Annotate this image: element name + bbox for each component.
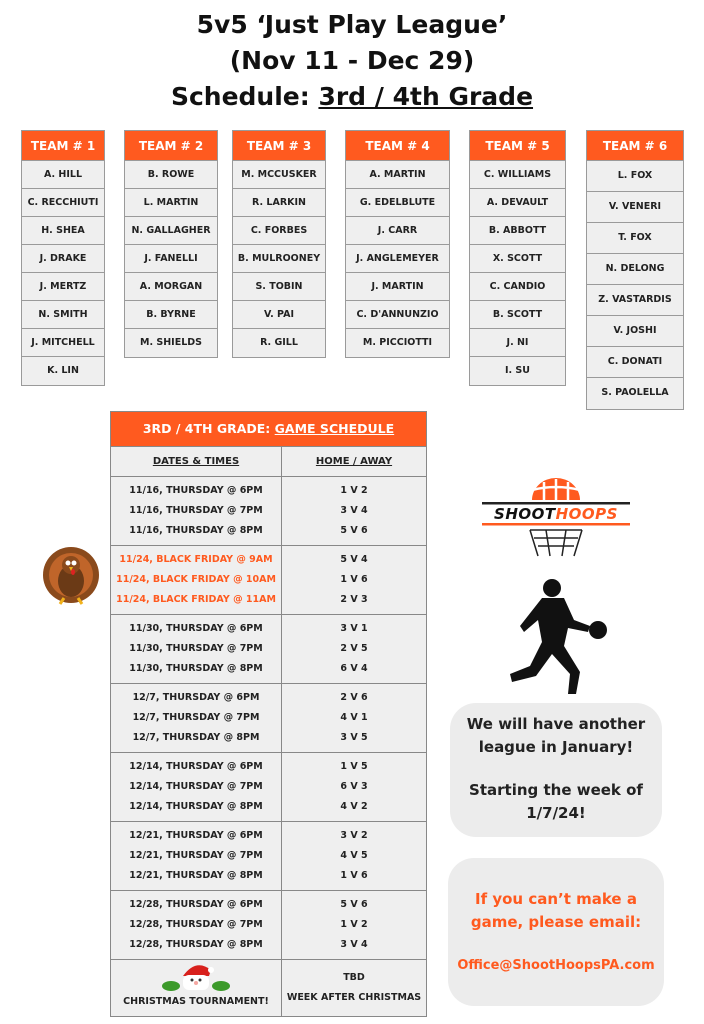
- game-matchup: 6 V 3: [340, 781, 368, 792]
- title-line-2: (Nov 11 - Dec 29): [229, 46, 475, 75]
- game-time: 11/24, BLACK FRIDAY @ 9AM: [119, 554, 273, 565]
- player-name: J. CARR: [346, 217, 449, 245]
- game-time: 11/30, THURSDAY @ 7PM: [129, 643, 263, 654]
- player-name: J. ANGLEMEYER: [346, 245, 449, 273]
- schedule-week-group: [111, 890, 426, 959]
- game-time: 11/16, THURSDAY @ 8PM: [129, 525, 263, 536]
- game-matchup: 5 V 4: [340, 554, 368, 565]
- game-matchup: 2 V 5: [340, 643, 368, 654]
- game-matchup: 1 V 6: [340, 870, 368, 881]
- game-time: 11/16, THURSDAY @ 7PM: [129, 505, 263, 516]
- team-header: TEAM # 3: [233, 131, 325, 161]
- game-time: 12/7, THURSDAY @ 8PM: [132, 732, 260, 743]
- game-time: 11/30, THURSDAY @ 6PM: [129, 623, 263, 634]
- logo-shoot: SHOOT: [494, 505, 556, 523]
- column-headers: [111, 446, 426, 476]
- game-matchup: 2 V 3: [340, 594, 368, 605]
- team-2-roster: [124, 130, 218, 358]
- game-matchup: 3 V 4: [340, 505, 368, 516]
- santa-icon: [161, 962, 231, 992]
- player-name: Z. VASTARDIS: [587, 285, 683, 316]
- player-name: X. SCOTT: [470, 245, 565, 273]
- game-matchup: 3 V 4: [340, 939, 368, 950]
- game-time: 12/14, THURSDAY @ 6PM: [129, 761, 263, 772]
- game-time: 11/16, THURSDAY @ 6PM: [129, 485, 263, 496]
- notice-start-week: Starting the week of 1/7/24!: [469, 781, 643, 822]
- game-schedule-table: [110, 411, 427, 1017]
- player-name: R. GILL: [260, 337, 298, 348]
- schedule-week-group: [111, 476, 426, 545]
- player-name: C. D'ANNUNZIO: [346, 301, 449, 329]
- team-header: TEAM # 4: [346, 131, 449, 161]
- player-name: C. WILLIAMS: [470, 161, 565, 189]
- notice-cant-make: If you can’t make a game, please email:: [470, 890, 642, 931]
- player-name: A. MORGAN: [125, 273, 217, 301]
- player-name: B. ABBOTT: [470, 217, 565, 245]
- game-time: 12/7, THURSDAY @ 7PM: [132, 712, 260, 723]
- player-name: J. FANELLI: [125, 245, 217, 273]
- player-name: B. ROWE: [125, 161, 217, 189]
- team-header: TEAM # 1: [22, 131, 104, 161]
- shoothoops-logo: [478, 476, 634, 560]
- player-name: J. MARTIN: [346, 273, 449, 301]
- january-league-notice: [450, 703, 662, 837]
- game-matchup: 1 V 2: [340, 919, 368, 930]
- player-name: A. MARTIN: [346, 161, 449, 189]
- game-matchup: 2 V 6: [340, 692, 368, 703]
- player-name: R. LARKIN: [233, 189, 325, 217]
- player-name: G. EDELBLUTE: [346, 189, 449, 217]
- player-name: V. PAI: [233, 301, 325, 329]
- game-time: 11/24, BLACK FRIDAY @ 10AM: [116, 574, 276, 585]
- player-name: N. SMITH: [22, 301, 104, 329]
- player-name: B. MULROONEY: [233, 245, 325, 273]
- schedule-week-group: [111, 614, 426, 683]
- logo-hoops: HOOPS: [555, 505, 618, 523]
- player-name: L. FOX: [587, 161, 683, 192]
- game-time: 12/21, THURSDAY @ 7PM: [129, 850, 263, 861]
- game-time: 11/30, THURSDAY @ 8PM: [129, 663, 263, 674]
- player-name: A. HILL: [22, 161, 104, 189]
- team-3-roster: [232, 130, 326, 358]
- team-header: TEAM # 5: [470, 131, 565, 161]
- game-time: 12/7, THURSDAY @ 6PM: [132, 692, 260, 703]
- player-name: N. GALLAGHER: [125, 217, 217, 245]
- game-matchup: 4 V 1: [340, 712, 368, 723]
- player-name: V. JOSHI: [587, 316, 683, 347]
- game-matchup: 3 V 1: [340, 623, 368, 634]
- col-matchups-header: HOME / AWAY: [315, 456, 393, 467]
- team-6-roster: [586, 130, 684, 410]
- player-name: B. SCOTT: [470, 301, 565, 329]
- player-name: S. TOBIN: [233, 273, 325, 301]
- grade-label: 3rd / 4th Grade: [318, 82, 534, 111]
- notice-january: We will have another league in January!: [466, 715, 646, 756]
- game-time: 12/28, THURSDAY @ 8PM: [129, 939, 263, 950]
- team-5-roster: [469, 130, 566, 386]
- schedule-header-link: GAME SCHEDULE: [274, 421, 395, 436]
- player-name: J. NI: [470, 329, 565, 357]
- player-name: L. MARTIN: [125, 189, 217, 217]
- player-name: S. PAOLELLA: [601, 387, 669, 398]
- player-name: K. LIN: [47, 365, 79, 376]
- player-name: H. SHEA: [22, 217, 104, 245]
- player-name: A. DEVAULT: [470, 189, 565, 217]
- player-name: I. SU: [504, 365, 530, 376]
- game-matchup: 1 V 6: [340, 574, 368, 585]
- game-time: 12/21, THURSDAY @ 6PM: [129, 830, 263, 841]
- title-line-1: 5v5 ‘Just Play League’: [196, 10, 508, 39]
- game-matchup: 4 V 5: [340, 850, 368, 861]
- game-time: 12/28, THURSDAY @ 7PM: [129, 919, 263, 930]
- player-name: C. RECCHIUTI: [22, 189, 104, 217]
- turkey-icon: [38, 545, 104, 607]
- title-prefix: Schedule:: [170, 82, 319, 111]
- schedule-week-group: [111, 683, 426, 752]
- game-time: 12/14, THURSDAY @ 7PM: [129, 781, 263, 792]
- player-name: N. DELONG: [587, 254, 683, 285]
- team-header: TEAM # 2: [125, 131, 217, 161]
- player-name: C. CANDIO: [470, 273, 565, 301]
- game-matchup: 5 V 6: [340, 899, 368, 910]
- player-name: J. MITCHELL: [22, 329, 104, 357]
- game-matchup: 3 V 2: [340, 830, 368, 841]
- email-notice: [448, 858, 664, 1006]
- contact-email-link[interactable]: Office@ShootHoopsPA.com: [457, 958, 655, 973]
- col-dates-header: DATES & TIMES: [111, 447, 282, 476]
- player-name: J. DRAKE: [22, 245, 104, 273]
- game-matchup: 4 V 2: [340, 801, 368, 812]
- game-matchup: 1 V 5: [340, 761, 368, 772]
- schedule-header-prefix: 3RD / 4TH GRADE:: [142, 421, 275, 436]
- schedule-header: [111, 412, 426, 446]
- player-name: M. PICCIOTTI: [362, 337, 433, 348]
- player-name: M. SHIELDS: [140, 337, 202, 348]
- team-header: TEAM # 6: [587, 131, 683, 161]
- player-name: B. BYRNE: [125, 301, 217, 329]
- player-name: C. DONATI: [587, 347, 683, 378]
- game-time: 12/14, THURSDAY @ 8PM: [129, 801, 263, 812]
- tournament-row: [111, 959, 426, 1016]
- basketball-player-silhouette: [502, 576, 612, 696]
- player-name: C. FORBES: [233, 217, 325, 245]
- player-name: M. MCCUSKER: [233, 161, 325, 189]
- tournament-when: TBD: [343, 972, 365, 983]
- game-matchup: 6 V 4: [340, 663, 368, 674]
- schedule-week-group: [111, 752, 426, 821]
- schedule-week-group: [111, 545, 426, 614]
- game-time: 11/24, BLACK FRIDAY @ 11AM: [116, 594, 276, 605]
- game-matchup: 1 V 2: [340, 485, 368, 496]
- game-matchup: 5 V 6: [340, 525, 368, 536]
- title-line-3: [0, 82, 704, 111]
- game-time: 12/28, THURSDAY @ 6PM: [129, 899, 263, 910]
- game-time: 12/21, THURSDAY @ 8PM: [129, 870, 263, 881]
- schedule-week-group: [111, 821, 426, 890]
- team-4-roster: [345, 130, 450, 358]
- player-name: J. MERTZ: [22, 273, 104, 301]
- team-1-roster: [21, 130, 105, 386]
- tournament-when-detail: WEEK AFTER CHRISTMAS: [286, 992, 422, 1003]
- game-matchup: 3 V 5: [340, 732, 368, 743]
- player-name: V. VENERI: [587, 192, 683, 223]
- tournament-label: CHRISTMAS TOURNAMENT!: [123, 996, 269, 1007]
- player-name: T. FOX: [587, 223, 683, 254]
